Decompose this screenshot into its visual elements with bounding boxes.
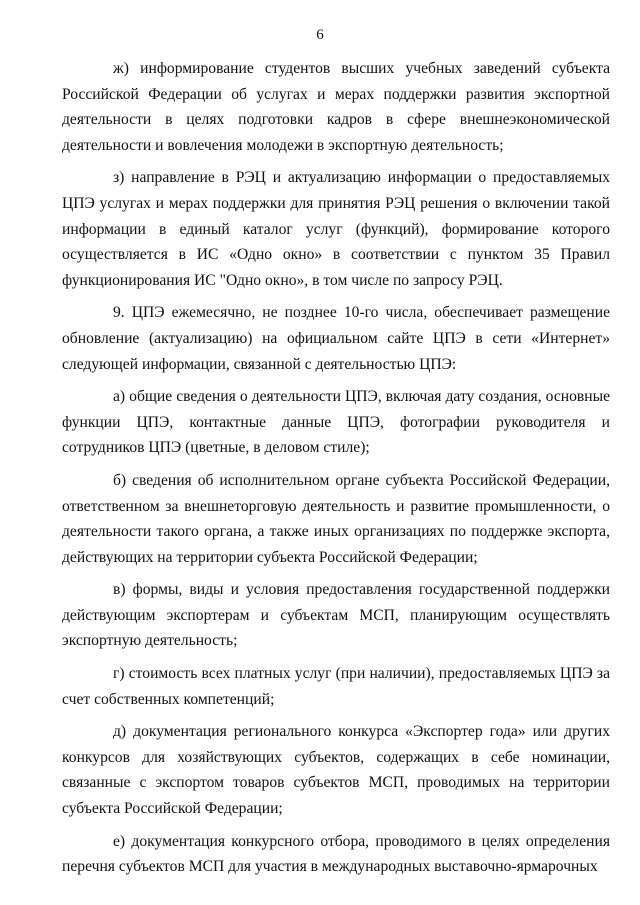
paragraph-b: б) сведения об исполнительном органе субъекта Российской Федерации, ответственном за внешнеторговую деятельность и развитие промышленности, о деятельности такого органа, а также иных организациях по поддержке экспорта, действующих на территории субъекта Российской Федерации; [62,471,610,566]
paragraph-zh: ж) информирование студентов высших учебных заведений субъекта Российской Федерации об услугах и мерах поддержки развития экспортной деятельности в целях подготовки кадров в сфере внешнеэкономической деятельности и вовлечения молодежи в экспортную деятельность; [62,60,610,154]
paragraph-e: е) документация конкурсного отбора, проводимого в целях определения перечня субъектов МСП для участия в международных выставочно-ярмарочных [62,832,610,876]
paragraph-v: в) формы, виды и условия предоставления государственной поддержки действующим экспортерам и субъектам МСП, планирующим осуществлять экспортную деятельность; [62,581,610,650]
page-number: 6 [316,27,324,43]
paragraph-a: а) общие сведения о деятельности ЦПЭ, включая дату создания, основные функции ЦПЭ, контактные данные ЦПЭ, фотографии руководителя и сотрудников ЦПЭ (цветные, в деловом стиле); [62,388,610,457]
paragraph-g: г) стоимость всех платных услуг (при наличии), предоставляемых ЦПЭ за счет собственных компетенций; [62,665,610,708]
paragraph-z: з) направление в РЭЦ и актуализацию информации о предоставляемых ЦПЭ услугах и мерах поддержки для принятия РЭЦ решения о включении такой информации в единый каталог услуг (функций), формирование которого осуществляется в ИС «Одно окно» в соответствии с пунктом 35 Правил функционирования ИС "Одно окно», в том числе по запросу РЭЦ. [62,169,610,289]
document-body [62,56,610,880]
paragraph-d: д) документация регионального конкурса «Экспортер года» или других конкурсов для хозяйствующих субъектов, содержащих в себе номинации, связанные с экспортом товаров субъектов МСП, проводимых на территории субъекта Российской Федерации; [62,723,610,818]
paragraph-9: 9. ЦПЭ ежемесячно, не позднее 10-го числа, обеспечивает размещение обновление (актуализацию) на официальном сайте ЦПЭ в сети «Интернет» следующей информации, связанной с деятельностью ЦПЭ: [62,304,610,373]
